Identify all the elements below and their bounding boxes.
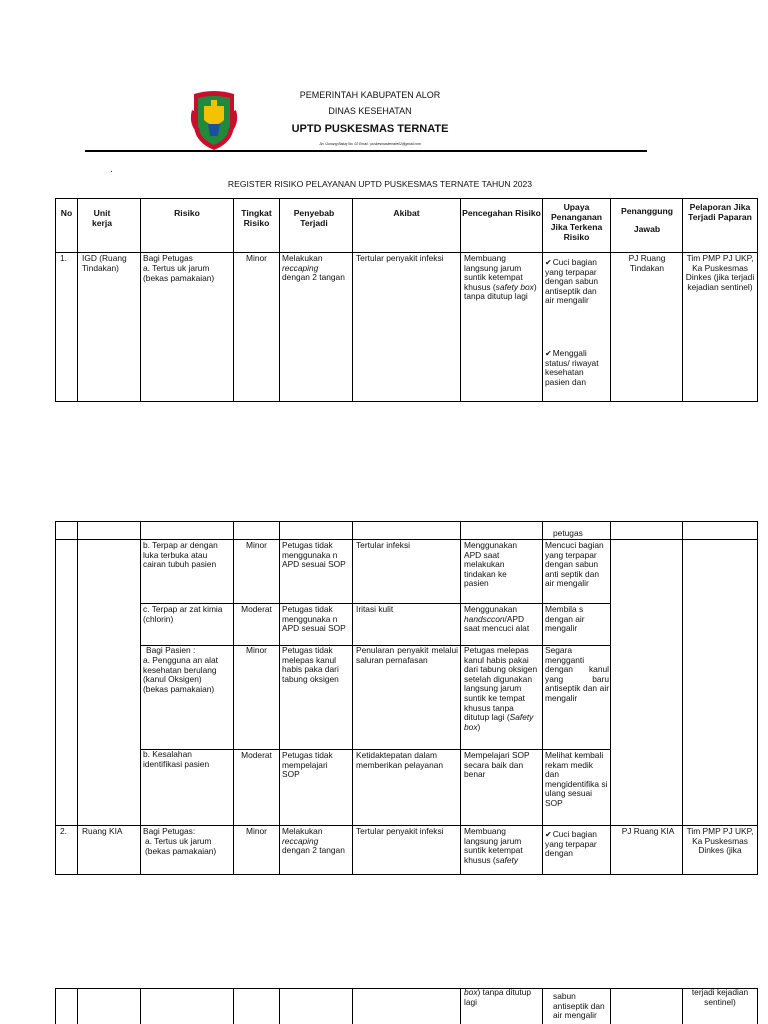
rowpasien-akibat: Penularan penyakit melalui saluran pernafasan xyxy=(356,646,458,665)
rowpasien-penyebab: Petugas tidak melepas kanul habis paka dari tabung oksigen xyxy=(282,646,339,684)
page3-pencegahan: box) tanpa ditutup lagi xyxy=(464,988,532,1007)
header-pj: Penanggung Jawab xyxy=(620,206,674,234)
header-unit: Unit kerja xyxy=(91,208,113,228)
logo xyxy=(190,90,238,152)
rowc-risiko: c. Terpap ar zat kimia (chlorin) xyxy=(143,605,223,624)
rowkesalahan-penyebab: Petugas tidak mempelajari SOP xyxy=(282,751,333,780)
row2-no: 2. xyxy=(60,827,67,836)
row1-tingkat: Minor xyxy=(246,254,267,263)
cont-upaya: petugas xyxy=(553,529,583,538)
header-tingkat: Tingkat Risiko xyxy=(241,208,272,228)
page3-upaya: sabun antiseptik dan air mengalir xyxy=(553,992,605,1021)
row2-tingkat: Minor xyxy=(246,827,267,836)
rowb-akibat: Tertular infeksi xyxy=(356,541,410,550)
letterhead-line3: UPTD PUSKESMAS TERNATE xyxy=(291,123,449,135)
rowkesalahan-akibat: Ketidaktepatan dalam memberikan pelayanan xyxy=(356,751,444,770)
header-no: No xyxy=(60,208,73,218)
row1-upaya-1: ✔ Cuci bagian yang terpapar dengan sabun antiseptik dan air mengalir xyxy=(545,258,607,306)
row2-pelaporan: Tim PMP PJ UKP, Ka Puskesmas Dinkes (jika xyxy=(686,827,754,856)
rowpasien-tingkat: Minor xyxy=(246,646,267,655)
rowpasien-upaya: Segara mengganti dengan kanul yang baru antiseptik dan air mengalir xyxy=(545,646,609,703)
row2-upaya: ✔ Cuci bagian yang terpapar dengan xyxy=(545,830,609,859)
row1-penyebab: Melakukan reccaping dengan 2 tangan xyxy=(282,254,345,283)
row1-unit: IGD (Ruang Tindakan) xyxy=(82,254,127,273)
rowc-tingkat: Moderat xyxy=(241,605,272,614)
row1-no: 1. xyxy=(60,254,67,263)
row2-pj: PJ Ruang KIA xyxy=(621,827,675,836)
rowc-penyebab: Petugas tidak menggunaka n APD sesuai SOP xyxy=(282,605,346,634)
rowkesalahan-risiko: b. Kesalahan identifikasi pasien xyxy=(143,750,210,769)
row1-pelaporan: Tim PMP PJ UKP, Ka Puskesmas Dinkes (jika terjadi kejadian sentinel) xyxy=(685,254,755,292)
row1-upaya-2: ✔ Menggali status/ riwayat kesehatan pasien dan xyxy=(545,349,607,387)
rowb-tingkat: Minor xyxy=(246,541,267,550)
rowkesalahan-tingkat: Moderat xyxy=(241,751,272,760)
row1-pencegahan: Membuang langsung jarum suntik ketempat khusus (safety box) tanpa ditutup lagi xyxy=(464,254,537,302)
header-risiko: Risiko xyxy=(174,208,200,218)
header-penyebab: Penyebab Terjadi xyxy=(293,208,335,228)
rowpasien-pencegahan: Petugas melepas kanul habis pakai dari tabung oksigen setelah digunakan langsung jarum suntik ke tempat khusus tanpa ditutup lagi (Safety box) xyxy=(464,646,538,732)
rowkesalahan-pencegahan: Mempelajari SOP secara baik dan benar xyxy=(464,751,530,780)
header-pencegahan: Pencegahan Risiko xyxy=(462,208,541,218)
letterhead-line1: PEMERINTAH KABUPATEN ALOR xyxy=(299,90,441,100)
letterhead-line2: DINAS KESEHATAN xyxy=(328,106,412,116)
row1-risiko-item: a. Tertus uk jarum (bekas pamakaian) xyxy=(143,264,215,283)
rowb-risiko: b. Terpap ar dengan luka terbuka atau cairan tubuh pasien xyxy=(143,541,218,570)
letterhead-divider xyxy=(85,150,647,152)
page3-pelaporan: terjadi kejadian sentinel) xyxy=(691,988,749,1007)
rowc-pencegahan: Menggunakan handsccon/APD saat mencuci alat xyxy=(464,605,530,634)
rowpasien-risiko-item: a. Pengguna an alat kesehatan berulang (kanul Oksigen) (bekas pamakaian) xyxy=(143,656,218,694)
row2-unit: Ruang KIA xyxy=(82,827,123,836)
row2-pencegahan: Membuang langsung jarum suntik ketempat khusus (safety xyxy=(464,827,523,865)
rowpasien-risiko-head: Bagi Pasien : xyxy=(146,646,196,655)
rowb-upaya: Mencuci bagian yang terpapar dengan sabun anti septik dan air mengalir xyxy=(545,541,604,589)
header-pelaporan: Pelaporan Jika Terjadi Paparan xyxy=(688,202,752,222)
rowb-pencegahan: Menggunakan APD saat melakukan tindakan ke pasien xyxy=(464,541,518,589)
row1-pj: PJ Ruang Tindakan xyxy=(628,254,666,273)
stray-dot: . xyxy=(110,164,113,175)
row2-akibat: Tertular penyakit infeksi xyxy=(356,827,444,836)
rowkesalahan-upaya: Melihat kembali rekam medik dan mengidentifika si ulang sesuai SOP xyxy=(545,751,608,808)
rowc-akibat: Iritasi kulit xyxy=(356,605,394,614)
letterhead-address: Jln. Gunung Batuq No. 02 Email : puskesmasternate02@gmail.com xyxy=(319,142,421,146)
rowc-upaya: Membila s dengan air mengalir xyxy=(545,605,585,634)
row2-risiko-item: a. Tertus uk jarum (bekas pamakaian) xyxy=(145,837,217,856)
rowb-penyebab: Petugas tidak menggunaka n APD sesuai SOP xyxy=(282,541,346,570)
row1-akibat: Tertular penyakit infeksi xyxy=(356,254,444,263)
header-upaya: Upaya Penanganan Jika Terkena Risiko xyxy=(550,202,603,242)
row2-risiko-head: Bagi Petugas: xyxy=(143,827,196,836)
header-akibat: Akibat xyxy=(393,208,420,218)
row1-risiko-head: Bagi Petugas xyxy=(143,254,193,263)
row2-penyebab: Melakukan reccaping dengan 2 tangan xyxy=(282,827,345,856)
document-title: REGISTER RISIKO PELAYANAN UPTD PUSKESMAS TERNATE TAHUN 2023 xyxy=(227,179,533,189)
